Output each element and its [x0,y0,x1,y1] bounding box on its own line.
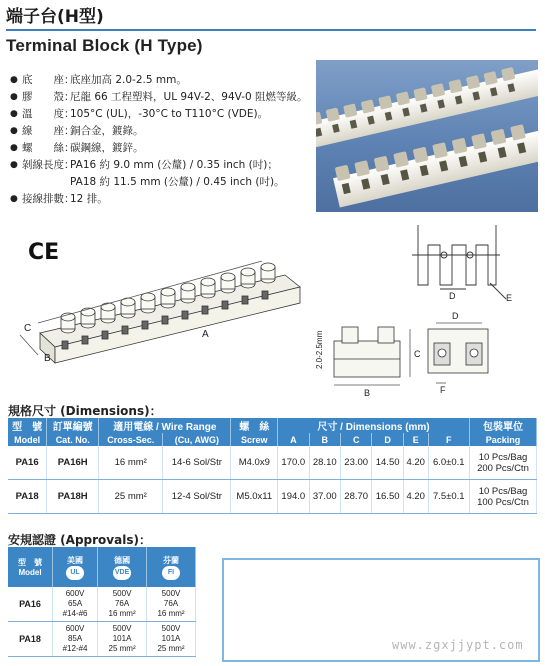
col-dimensions: 尺寸 / Dimensions (mm) [278,418,470,433]
fi-logo-icon: FI [162,566,180,580]
approvals-col-ul: 美國 UL [53,547,98,587]
bullet-icon: ● [10,160,18,170]
table-row: PA18 PA18H 25 mm² 12-4 Sol/Str M5.0x11 194.0 37.00 28.70 16.50 4.20 7.5±0.1 10 Pcs/Bag 100 Pcs/Ctn [8,480,537,514]
col-cat: Cat. No. [47,433,99,446]
page-title-cn: 端子台(H型) [6,7,104,27]
packing-cell: 10 Pcs/Bag 100 Pcs/Ctn [469,480,536,514]
watermark: www.zgxjjypt.com [392,638,524,652]
bullet-icon: ● [10,143,18,153]
ul-logo-icon: UL [66,566,84,580]
col-cat-cn: 訂單編號 [47,418,99,433]
col-model-cn: 型 號 [8,418,47,433]
col-awg: (Cu, AWG) [163,433,231,446]
dim-label-a: A [202,329,209,340]
bullet-icon: ● [10,109,18,119]
col-f: F [428,433,469,446]
bullet-icon: ● [10,75,18,85]
col-d: D [372,433,403,446]
col-packing: Packing [469,433,536,446]
terminal-block-photo-image [316,60,538,212]
dim-label-b-iso: B [44,353,51,364]
dim-label-c-iso: C [24,323,32,334]
col-model: Model [8,433,47,446]
dim-label-d-end: D [452,311,459,321]
product-photo [316,60,538,212]
spec-item-strip-length: ● 剝線長度： PA16 約 9.0 mm (公釐) / 0.35 inch (吋)； [10,157,310,174]
spec-item-temperature: ● 溫 度： 105°C (UL)，-30°C to T110°C (VDE)。 [10,106,310,123]
dimensions-heading: 規格尺寸 (Dimensions)： [8,404,162,418]
vde-logo-icon: VDE [113,566,131,580]
table-row: PA18 600V 85A #12-#4 500V 101A 25 mm² 500V 101A 25 mm² [8,622,196,657]
col-wire-range: 適用電線 / Wire Range [99,418,231,433]
dim-label-c-side: C [414,349,421,359]
col-c: C [340,433,371,446]
spec-list [10,72,310,208]
table-row: PA16 600V 65A #14-#6 500V 76A 16 mm² 500V 76A 16 mm² [8,587,196,622]
title-divider [6,29,536,31]
spec-item-poles: ● 接線排數： 12 排。 [10,191,310,208]
table-row: PA16 PA16H 16 mm² 14-6 Sol/Str M4.0x9 170.0 28.10 23.00 14.50 4.20 6.0±0.1 10 Pcs/Bag 200 Pcs/Ctn [8,446,537,480]
spec-item-base: ● 底 座： 底座加高 2.0-2.5 mm。 [10,72,310,89]
approvals-col-vde: 德國 VDE [98,547,147,587]
dim-label-b-side: B [364,388,371,398]
bullet-icon: ● [10,92,18,102]
approvals-heading: 安規認證 (Approvals)： [8,533,151,547]
approvals-table [8,547,196,657]
top-view-drawing [412,225,506,299]
col-a: A [278,433,309,446]
end-view-drawing [428,323,488,383]
spec-item-screw: ● 螺 絲： 碳鋼線，鍍鋅。 [10,140,310,157]
dim-label-f: F [440,385,446,395]
col-b: B [309,433,340,446]
dim-label-d-top: D [449,291,456,301]
bullet-icon: ● [10,126,18,136]
approvals-col-model: 型 號 Model [8,547,53,587]
col-cross-sec: Cross-Sec. [99,433,163,446]
block-isometric-drawing [20,261,300,363]
spec-item-strip-length-cont: PA18 約 11.5 mm (公釐) / 0.45 inch (吋)。 [70,176,285,188]
col-e: E [403,433,428,446]
packing-cell: 10 Pcs/Bag 200 Pcs/Ctn [469,446,536,480]
technical-drawings [0,225,545,400]
dim-label-base-height: 2.0-2.5mm [315,330,324,369]
dim-label-e: E [506,293,513,303]
col-packing-cn: 包裝單位 [469,418,536,433]
ce-mark: CE [28,240,60,265]
spec-item-housing: ● 膠 殼： 尼龍 66 工程塑料，UL 94V-2、94V-0 阻燃等級。 [10,89,310,106]
col-screw: Screw [231,433,278,446]
col-screw-cn: 螺 絲 [231,418,278,433]
spec-item-wire-seat: ● 線 座： 銅合金，鍍錄。 [10,123,310,140]
side-view-drawing [334,327,410,385]
page-title-en: Terminal Block (H Type) [6,36,203,55]
dimensions-table [8,418,537,514]
approvals-col-fi: 芬蘭 FI [147,547,196,587]
bullet-icon: ● [10,194,18,204]
